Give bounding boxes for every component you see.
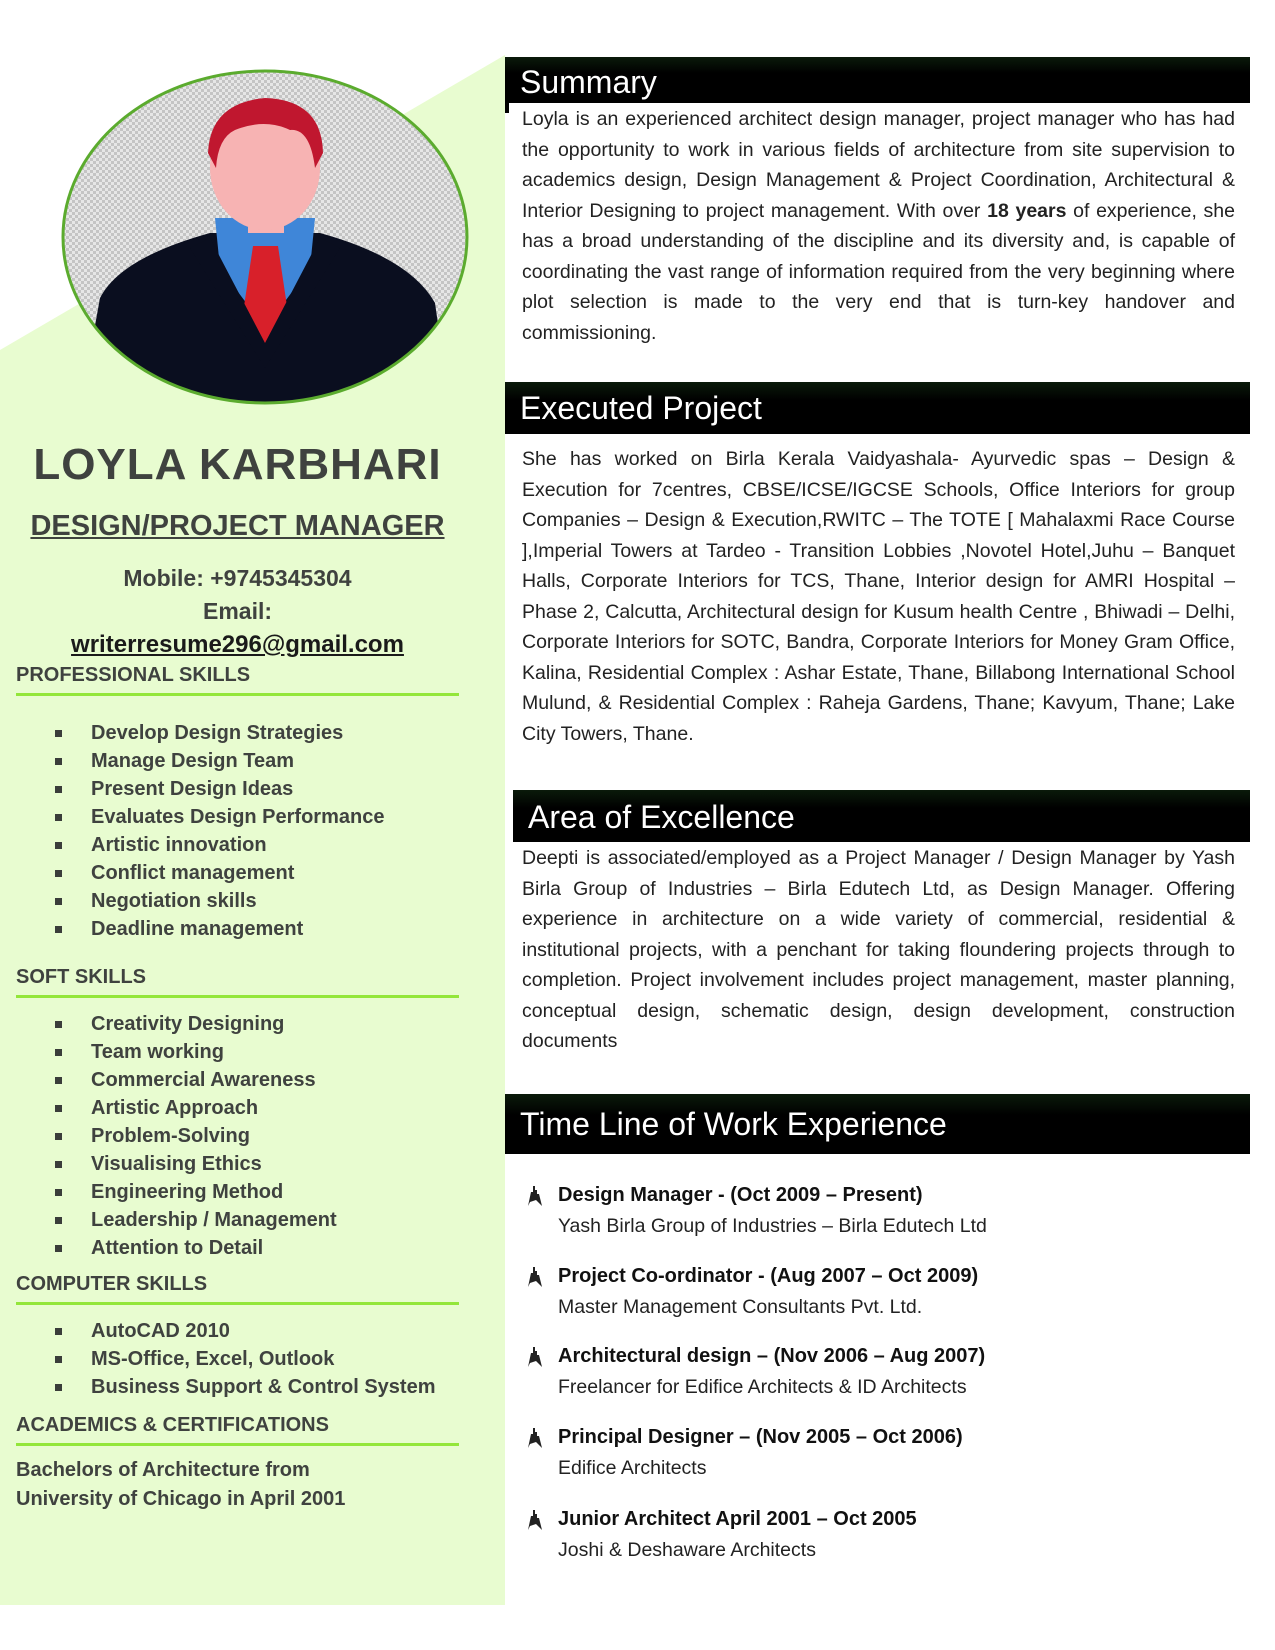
skill-item	[16, 1317, 459, 1345]
summary-header	[505, 57, 1250, 103]
square-bullet-icon	[55, 1328, 62, 1335]
candidate-role: DESIGN/PROJECT MANAGER	[30, 510, 445, 542]
square-bullet-icon	[55, 786, 62, 793]
professional-skills-section	[16, 664, 459, 943]
skill-label: Team working	[91, 1041, 224, 1063]
square-bullet-icon	[55, 1189, 62, 1196]
section-heading: PROFESSIONAL SKILLS	[16, 664, 459, 696]
skill-label: Business Support & Control System	[91, 1376, 436, 1398]
skill-label: Artistic Approach	[91, 1097, 259, 1119]
summary-text-part: Loyla is an experienced architect design manager, project manager who has had the opportunity to work in various fields of architecture from site supervision to academics design, Design Management & Project Coordination, Architectural & Interior Designing to project management. With over	[522, 108, 1235, 222]
skill-label: Deadline management	[91, 918, 304, 940]
square-bullet-icon	[55, 1161, 62, 1168]
square-bullet-icon	[55, 1384, 62, 1391]
skill-item	[16, 1178, 459, 1206]
soft-skills-list	[16, 1010, 459, 1262]
timeline-heading: Time Line of Work Experience	[520, 1106, 947, 1142]
skill-item	[16, 1234, 459, 1262]
skill-label: Conflict management	[91, 862, 295, 884]
skill-item	[16, 1010, 459, 1038]
summary-heading: Summary	[520, 64, 657, 100]
square-bullet-icon	[55, 1356, 62, 1363]
skill-label: Manage Design Team	[91, 750, 295, 772]
skill-label: Leadership / Management	[91, 1209, 337, 1231]
square-bullet-icon	[55, 1133, 62, 1140]
computer-skills-section	[16, 1273, 459, 1401]
summary-text	[522, 104, 1235, 348]
building-icon	[525, 1508, 545, 1530]
skill-label: Artistic innovation	[91, 834, 267, 856]
academics-section	[16, 1414, 459, 1514]
square-bullet-icon	[55, 1077, 62, 1084]
building-icon	[525, 1345, 545, 1367]
square-bullet-icon	[55, 842, 62, 849]
skill-label: Develop Design Strategies	[91, 722, 344, 744]
square-bullet-icon	[55, 898, 62, 905]
academics-text	[16, 1456, 459, 1514]
square-bullet-icon	[55, 1217, 62, 1224]
square-bullet-icon	[55, 1049, 62, 1056]
academics-line-1: Bachelors of Architecture from	[16, 1459, 310, 1481]
executed-project-header	[505, 382, 1250, 434]
skill-item	[16, 803, 459, 831]
skill-item	[16, 1150, 459, 1178]
computer-skills-list	[16, 1317, 459, 1401]
summary-years: 18 years	[987, 199, 1067, 222]
skill-label: Problem-Solving	[91, 1125, 250, 1147]
job-title: Junior Architect April 2001 – Oct 2005	[558, 1508, 917, 1530]
job-organization: Joshi & Deshaware Architects	[558, 1539, 816, 1561]
skill-item	[16, 1122, 459, 1150]
job-title: Architectural design – (Nov 2006 – Aug 2007)	[558, 1345, 986, 1367]
square-bullet-icon	[55, 730, 62, 737]
academics-line-2: University of Chicago in April 2001	[16, 1488, 346, 1510]
section-heading: COMPUTER SKILLS	[16, 1273, 459, 1305]
skill-label: Negotiation skills	[91, 890, 257, 912]
skill-item	[16, 831, 459, 859]
contact-block	[0, 562, 475, 661]
timeline-header	[505, 1094, 1250, 1154]
job-organization: Freelancer for Edifice Architects & ID Architects	[558, 1376, 967, 1398]
square-bullet-icon	[55, 926, 62, 933]
skill-label: AutoCAD 2010	[91, 1320, 230, 1342]
square-bullet-icon	[55, 1245, 62, 1252]
job-organization: Yash Birla Group of Industries – Birla Edutech Ltd	[558, 1215, 987, 1237]
candidate-name: LOYLA KARBHARI	[33, 440, 442, 489]
job-organization: Edifice Architects	[558, 1457, 707, 1479]
square-bullet-icon	[55, 758, 62, 765]
building-icon	[525, 1426, 545, 1448]
skill-label: Engineering Method	[91, 1181, 284, 1203]
job-title: Principal Designer – (Nov 2005 – Oct 2006)	[558, 1426, 963, 1448]
professional-skills-list	[16, 719, 459, 943]
skill-item	[16, 719, 459, 747]
skill-item	[16, 887, 459, 915]
skill-item	[16, 1038, 459, 1066]
job-title: Project Co-ordinator - (Aug 2007 – Oct 2009)	[558, 1265, 979, 1287]
square-bullet-icon	[55, 1105, 62, 1112]
skill-item	[16, 1066, 459, 1094]
excellence-text: Deepti is associated/employed as a Project Manager / Design Manager by Yash Birla Group of Industries – Birla Edutech Ltd, as Design Manager. Offering experience in architecture on a wide variety of commercial, residential & institutional projects, with a penchant for taking floundering projects through to completion. Project involvement includes project management, master planning, conceptual design, schematic design, design development, construction documents	[522, 847, 1235, 1052]
section-heading: ACADEMICS & CERTIFICATIONS	[16, 1414, 459, 1446]
square-bullet-icon	[55, 814, 62, 821]
building-icon	[525, 1265, 545, 1287]
profile-photo	[60, 68, 470, 406]
skill-item	[16, 747, 459, 775]
skill-item	[16, 1373, 459, 1401]
skill-label: Commercial Awareness	[91, 1069, 316, 1091]
skill-item	[16, 915, 459, 943]
section-heading: SOFT SKILLS	[16, 966, 459, 998]
skill-item	[16, 1094, 459, 1122]
skill-item	[16, 1206, 459, 1234]
skill-label: Present Design Ideas	[91, 778, 294, 800]
square-bullet-icon	[55, 870, 62, 877]
summary-header-tab	[505, 103, 509, 113]
building-icon	[525, 1184, 545, 1206]
skill-label: MS-Office, Excel, Outlook	[91, 1348, 335, 1370]
summary-text-part: of experience, she has a broad understanding of the discipline and its diversity and, is capable of coordinating the vast range of information required from the very beginning where plot selection is made to the very end that is turn-key handover and commissioning.	[522, 199, 1235, 344]
skill-label: Visualising Ethics	[91, 1153, 262, 1175]
skill-label: Evaluates Design Performance	[91, 806, 385, 828]
square-bullet-icon	[55, 1021, 62, 1028]
mobile-number: Mobile: +9745345304	[123, 565, 352, 591]
soft-skills-section	[16, 966, 459, 1262]
email-label: Email:	[202, 598, 273, 624]
job-organization: Master Management Consultants Pvt. Ltd.	[558, 1296, 923, 1318]
skill-item	[16, 1345, 459, 1373]
excellence-heading: Area of Excellence	[528, 799, 795, 835]
excellence-header	[513, 790, 1250, 842]
executed-project-text: She has worked on Birla Kerala Vaidyashala- Ayurvedic spas – Design & Execution for 7centres, CBSE/ICSE/IGCSE Schools, Office Interiors for group Companies – Design & Execution,RWITC – The TOTE [ Mahalaxmi Race Course ],Imperial Towers at Tardeo - Transition Lobbies ,Novotel Hotel,Juhu – Banquet Halls, Corporate Interiors for TCS, Thane, Interior design for AMRI Hospital – Phase 2, Calcutta, Architectural design for Kusum health Centre , Bhiwadi – Delhi, Corporate Interiors for SOTC, Bandra, Corporate Interiors for Money Gram Office, Kalina, Residential Complex : Ashar Estate, Thane, Billabong International School Mulund, & Residential Complex : Raheja Gardens, Thane; Kavyum, Thane; Lake City Towers, Thane.	[522, 448, 1235, 745]
skill-label: Creativity Designing	[91, 1013, 285, 1035]
skill-label: Attention to Detail	[91, 1237, 264, 1259]
skill-item	[16, 775, 459, 803]
job-title: Design Manager - (Oct 2009 – Present)	[558, 1184, 923, 1206]
skill-item	[16, 859, 459, 887]
executed-project-heading: Executed Project	[520, 390, 762, 426]
email-link[interactable]: writerresume296@gmail.com	[71, 631, 404, 658]
